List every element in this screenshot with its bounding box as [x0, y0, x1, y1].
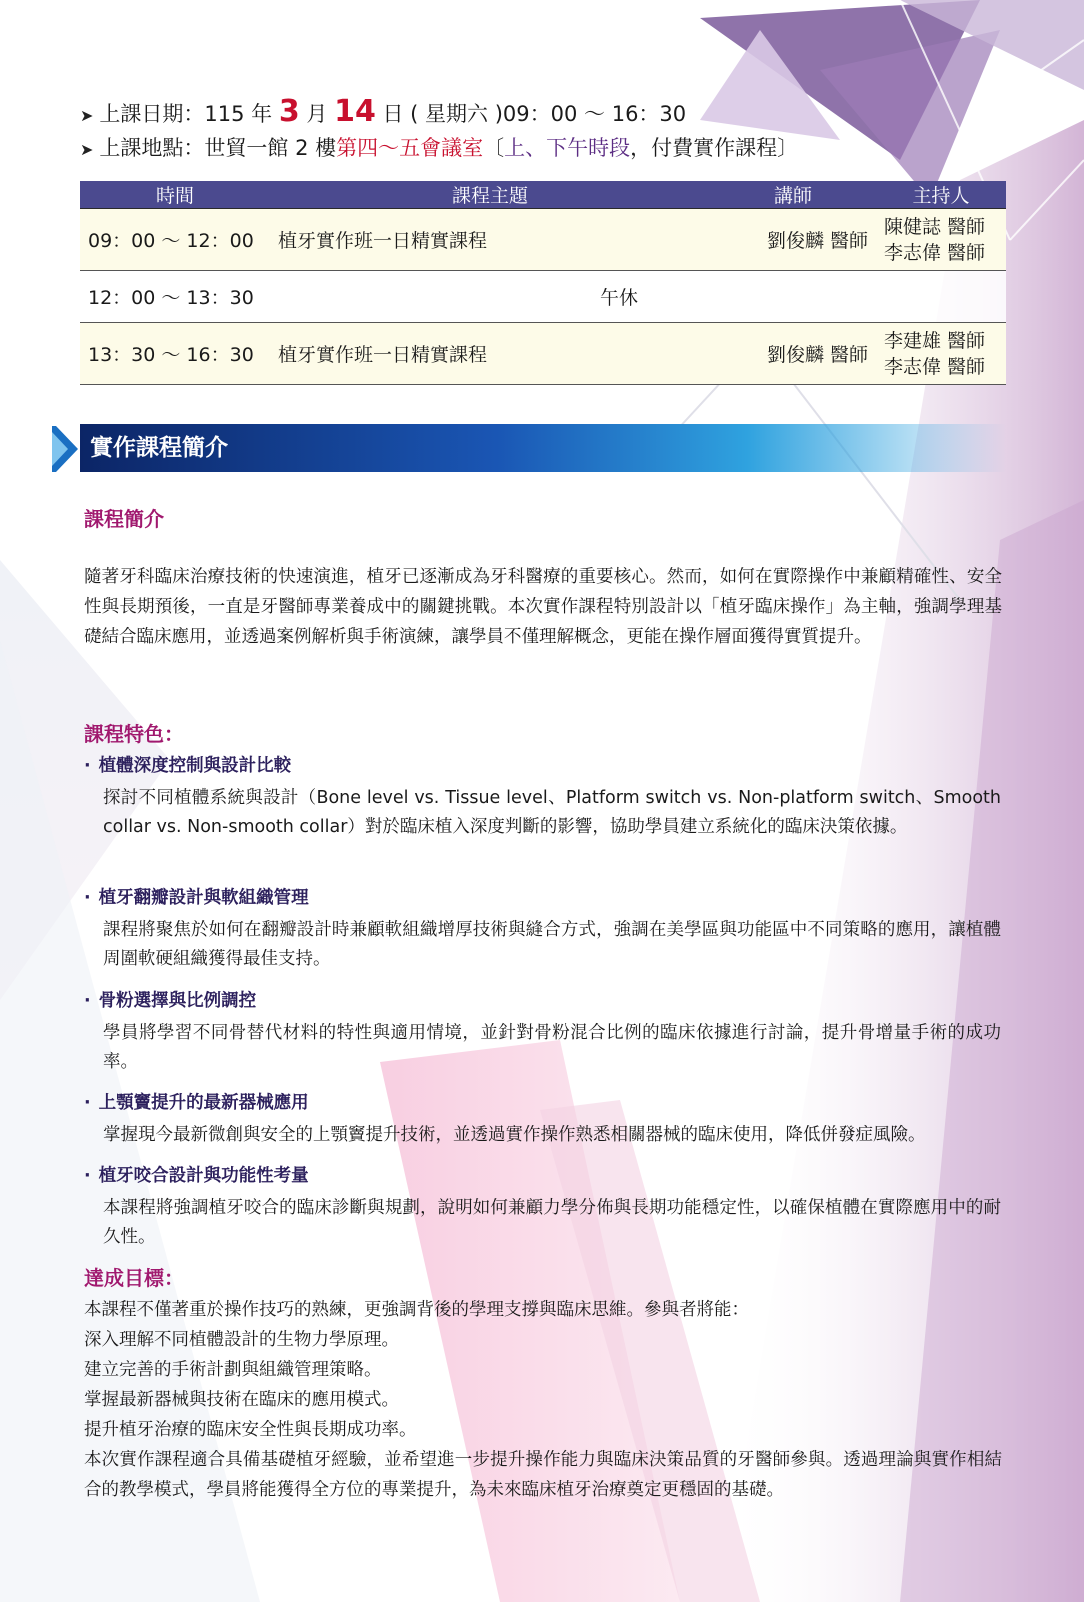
- goal-line: 提升植牙治療的臨床安全性與長期成功率。: [84, 1420, 417, 1440]
- course-venue-line: [80, 133, 798, 165]
- feature-description: 本課程將強調植牙咬合的臨床診斷與規劃，說明如何兼顧力學分佈與長期功能穩定性，以確保植體在實際應用中的耐久性。: [103, 1198, 1001, 1247]
- goal-line: 掌握最新器械與技術在臨床的應用模式。: [84, 1390, 399, 1410]
- feature-title-text: 植體深度控制與設計比較: [98, 756, 292, 776]
- table-row: [80, 271, 1006, 323]
- date-month-unit: 月: [299, 102, 335, 126]
- header-lecturer: 講師: [710, 181, 876, 209]
- row-hosts: [876, 209, 1006, 271]
- row-break: 午休: [270, 271, 1006, 323]
- venue-building: 世貿一館 2 樓: [204, 136, 337, 160]
- date-day: 14: [334, 94, 376, 129]
- section-title: 實作課程簡介: [90, 435, 228, 461]
- features-heading: 課程特色：: [84, 722, 184, 746]
- feature-description: 課程將聚焦於如何在翻瓣設計時兼顧軟組織增厚技術與縫合方式，強調在美學區與功能區中不同策略的應用，讓植體周圍軟硬組織獲得最佳支持。: [103, 920, 1001, 969]
- arrow-bullet-icon: ➤: [80, 140, 94, 159]
- goals-heading: 達成目標：: [84, 1266, 184, 1290]
- venue-bracket: 〔: [483, 136, 505, 160]
- host-name: 李建雄 醫師: [884, 329, 986, 352]
- feature-title: [84, 884, 309, 909]
- host-name: 李志偉 醫師: [884, 355, 986, 378]
- bullet-dot-icon: ·: [84, 1093, 91, 1113]
- feature-title-text: 骨粉選擇與比例調控: [98, 991, 257, 1011]
- row-lecturer: 劉俊麟 醫師: [710, 209, 876, 271]
- venue-label: 上課地點：: [99, 136, 205, 160]
- header-host: 主持人: [876, 181, 1006, 209]
- goal-line: 本課程不僅著重於操作技巧的熟練，更強調背後的學理支撐與臨床思維。參與者將能：: [84, 1300, 749, 1320]
- section-header-bar: [80, 424, 1006, 472]
- feature-title: [84, 987, 256, 1012]
- row-lecturer: 劉俊麟 醫師: [710, 323, 876, 385]
- bullet-dot-icon: ·: [84, 991, 91, 1011]
- row-topic: 植牙實作班一日精實課程: [270, 209, 710, 271]
- date-label: 上課日期：: [99, 102, 205, 126]
- host-name: 李志偉 醫師: [884, 241, 986, 264]
- course-date-line: [80, 94, 687, 131]
- venue-session: 上、下午時段: [504, 136, 631, 160]
- table-header-row: [80, 181, 1006, 209]
- arrow-bullet-icon: ➤: [80, 106, 94, 125]
- feature-description: 探討不同植體系統與設計（Bone level vs. Tissue level、Platform switch vs. Non-platform switch、Smooth collar vs. Non-smooth collar）對於臨床植入深度判斷的影響，協助學員建立系統化的臨床決策依據。: [103, 788, 1001, 837]
- date-month: 3: [278, 94, 300, 129]
- feature-title-text: 植牙咬合設計與功能性考量: [98, 1166, 309, 1186]
- chevron-right-icon: [52, 426, 78, 472]
- row-time: 13：30 ～ 16：30: [80, 323, 270, 385]
- bullet-dot-icon: ·: [84, 888, 91, 908]
- host-name: 陳健誌 醫師: [884, 215, 986, 238]
- venue-note: ，付費實作課程〕: [630, 136, 799, 160]
- feature-title-text: 上顎竇提升的最新器械應用: [98, 1093, 309, 1113]
- intro-heading: 課程簡介: [84, 507, 164, 531]
- goal-line: 深入理解不同植體設計的生物力學原理。: [84, 1330, 399, 1350]
- feature-description: 掌握現今最新微創與安全的上顎竇提升技術，並透過實作操作熟悉相關器械的臨床使用，降低併發症風險。: [103, 1125, 926, 1145]
- feature-title-text: 植牙翻瓣設計與軟組織管理: [98, 888, 309, 908]
- goal-line: 建立完善的手術計劃與組織管理策略。: [84, 1360, 382, 1380]
- bullet-dot-icon: ·: [84, 756, 91, 776]
- date-year: 115 年: [204, 102, 279, 126]
- header-topic: 課程主題: [270, 181, 710, 209]
- goal-closing-paragraph: 本次實作課程適合具備基礎植牙經驗，並希望進一步提升操作能力與臨床決策品質的牙醫師參與。透過理論與實作相結合的教學模式，學員將能獲得全方位的專業提升，為未來臨床植牙治療奠定更穩固的基礎。: [84, 1450, 1002, 1500]
- feature-description: 學員將學習不同骨替代材料的特性與適用情境，並針對骨粉混合比例的臨床依據進行討論，提升骨增量手術的成功率。: [103, 1023, 1001, 1072]
- schedule-table: [80, 181, 1006, 385]
- feature-title: [84, 752, 291, 777]
- row-topic: 植牙實作班一日精實課程: [270, 323, 710, 385]
- row-hosts: [876, 323, 1006, 385]
- row-time: 12：00 ～ 13：30: [80, 271, 270, 323]
- feature-title: [84, 1089, 309, 1114]
- bullet-dot-icon: ·: [84, 1166, 91, 1186]
- venue-room: 第四～五會議室: [336, 136, 484, 160]
- date-weekday-time: 日 ( 星期六 )09：00 ～ 16：30: [375, 102, 687, 126]
- table-row: [80, 209, 1006, 271]
- feature-title: [84, 1162, 309, 1187]
- intro-paragraph: 隨著牙科臨床治療技術的快速演進，植牙已逐漸成為牙科醫療的重要核心。然而，如何在實際操作中兼顧精確性、安全性與長期預後，一直是牙醫師專業養成中的關鍵挑戰。本次實作課程特別設計以「植牙臨床操作」為主軸，強調學理基礎結合臨床應用，並透過案例解析與手術演練，讓學員不僅理解概念，更能在操作層面獲得實質提升。: [84, 567, 1002, 647]
- table-row: [80, 323, 1006, 385]
- row-time: 09：00 ～ 12：00: [80, 209, 270, 271]
- header-time: 時間: [80, 181, 270, 209]
